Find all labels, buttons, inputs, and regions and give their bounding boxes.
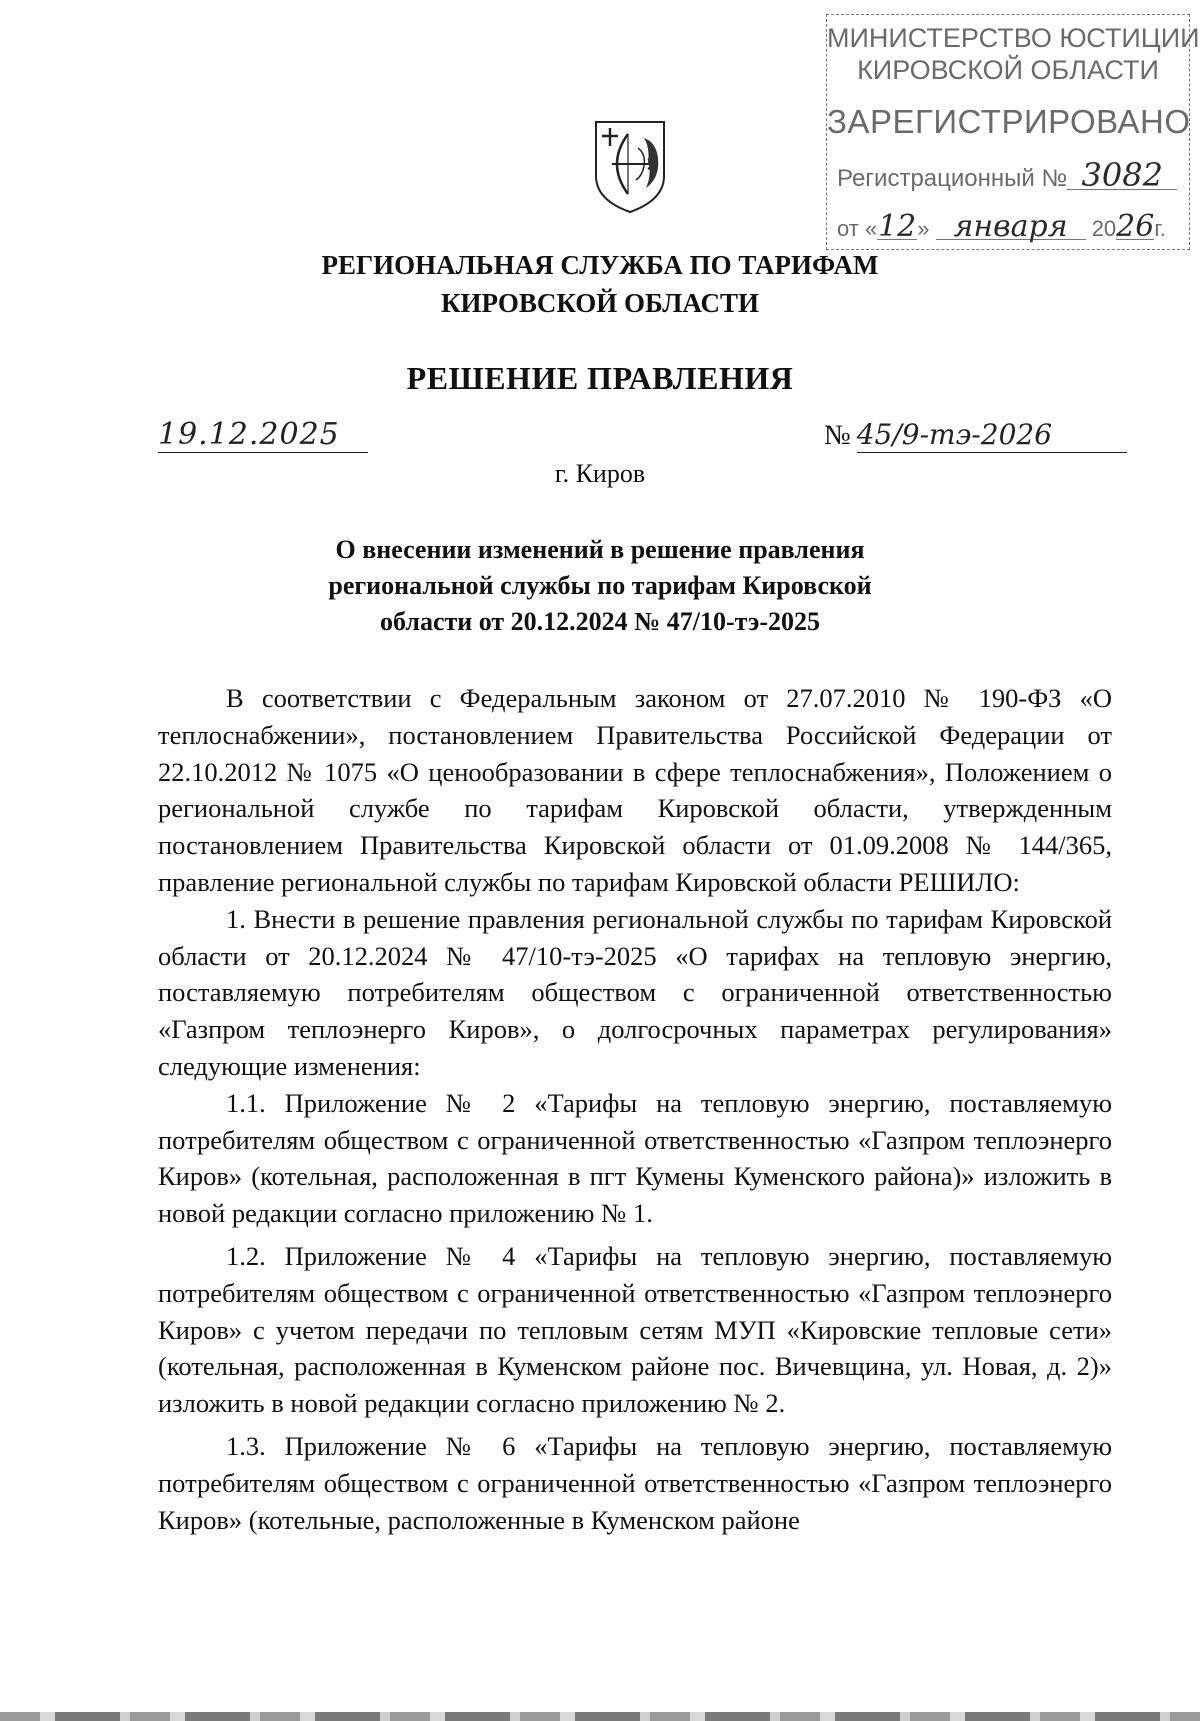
agency-name-line1: РЕГИОНАЛЬНАЯ СЛУЖБА ПО ТАРИФАМ bbox=[321, 250, 879, 280]
scan-edge-strip bbox=[0, 1712, 1200, 1721]
preamble-paragraph: В соответствии с Федеральным законом от 27.07.2010 № 190-ФЗ «О теплоснабжении», постановлением Правительства Российской Федерации от 22.10.2012 № 1075 «О ценообразовании в сфере теплоснабжения», Положением о региональной службе по тарифам Кировской области, утвержденным постановлением Правительства Кировской области от 01.09.2008 № 144/365, правление региональной службы по тарифам Кировской области РЕШИЛО: bbox=[158, 683, 1112, 897]
stamp-date-prefix: от « bbox=[837, 216, 878, 241]
stamp-status: ЗАРЕГИСТРИРОВАНО bbox=[827, 103, 1191, 140]
stamp-date-year-prefix: 20 bbox=[1091, 216, 1117, 241]
stamp-reg-row bbox=[837, 156, 1177, 194]
stamp-date-year-suffix: 26 bbox=[1116, 209, 1155, 244]
subject-line1: О внесении изменений в решение правления bbox=[335, 535, 865, 564]
stamp-date-end: г. bbox=[1154, 216, 1166, 241]
subject-line2: региональной службы по тарифам Кировской bbox=[328, 571, 872, 600]
item-1-paragraph: 1. Внести в решение правления региональной службы по тарифам Кировской области от 20.12.2024 № 47/10-тэ-2025 «О тарифах на тепловую энергию, поставляемую потребителям обществом с ограниченной ответственностью «Газпром теплоэнерго Киров», о долгосрочных параметрах регулирования» следующие изменения: bbox=[158, 903, 1112, 1081]
document-city: г. Киров bbox=[554, 459, 646, 488]
document-type: РЕШЕНИЕ ПРАВЛЕНИЯ bbox=[406, 360, 794, 396]
document-body bbox=[158, 680, 1112, 1538]
coat-of-arms-icon bbox=[590, 118, 670, 214]
document-subject bbox=[0, 532, 1200, 640]
stamp-date-month: января bbox=[936, 215, 1086, 240]
item-1-1-paragraph: 1.1. Приложение № 2 «Тарифы на тепловую энергию, поставляемую потребителям обществом с ограниченной ответственностью «Газпром теплоэнерго Киров» (котельная, расположенная в пгт Кумены Куменского района)» изложить в новой редакции согласно приложению № 1. bbox=[158, 1087, 1112, 1229]
document-number-block bbox=[824, 418, 1127, 453]
item-1-3-paragraph: 1.3. Приложение № 6 «Тарифы на тепловую энергию, поставляемую потребителям обществом с ограниченной ответственностью «Газпром теплоэнерго Киров» (котельные, расположенные в Куменском районе bbox=[158, 1430, 1112, 1535]
document-number: 45/9-тэ-2026 bbox=[857, 418, 1127, 453]
number-label: № bbox=[824, 420, 851, 451]
document-date: 19.12.2025 bbox=[158, 418, 368, 453]
stamp-date-day: 12 bbox=[878, 209, 917, 244]
stamp-date-mid: » bbox=[917, 216, 930, 241]
stamp-ministry: МИНИСТЕРСТВО ЮСТИЦИИ bbox=[827, 23, 1200, 53]
stamp-reg-label: Регистрационный № bbox=[837, 165, 1068, 192]
subject-line3: области от 20.12.2024 № 47/10-тэ-2025 bbox=[380, 607, 820, 636]
stamp-date-row bbox=[837, 209, 1166, 244]
registration-stamp bbox=[826, 14, 1200, 250]
agency-name-line2: КИРОВСКОЙ ОБЛАСТИ bbox=[440, 288, 760, 318]
stamp-reg-number: 3082 bbox=[1067, 161, 1177, 190]
stamp-region: КИРОВСКОЙ ОБЛАСТИ bbox=[857, 55, 1159, 85]
item-1-2-paragraph: 1.2. Приложение № 4 «Тарифы на тепловую энергию, поставляемую потребителям обществом с ограниченной ответственностью «Газпром теплоэнерго Киров» с учетом передачи по тепловым сетям МУП «Кировские тепловые сети» (котельная, расположенная в Куменском районе пос. Вичевщина, ул. Новая, д. 2)» изложить в новой редакции согласно приложению № 2. bbox=[158, 1240, 1112, 1419]
